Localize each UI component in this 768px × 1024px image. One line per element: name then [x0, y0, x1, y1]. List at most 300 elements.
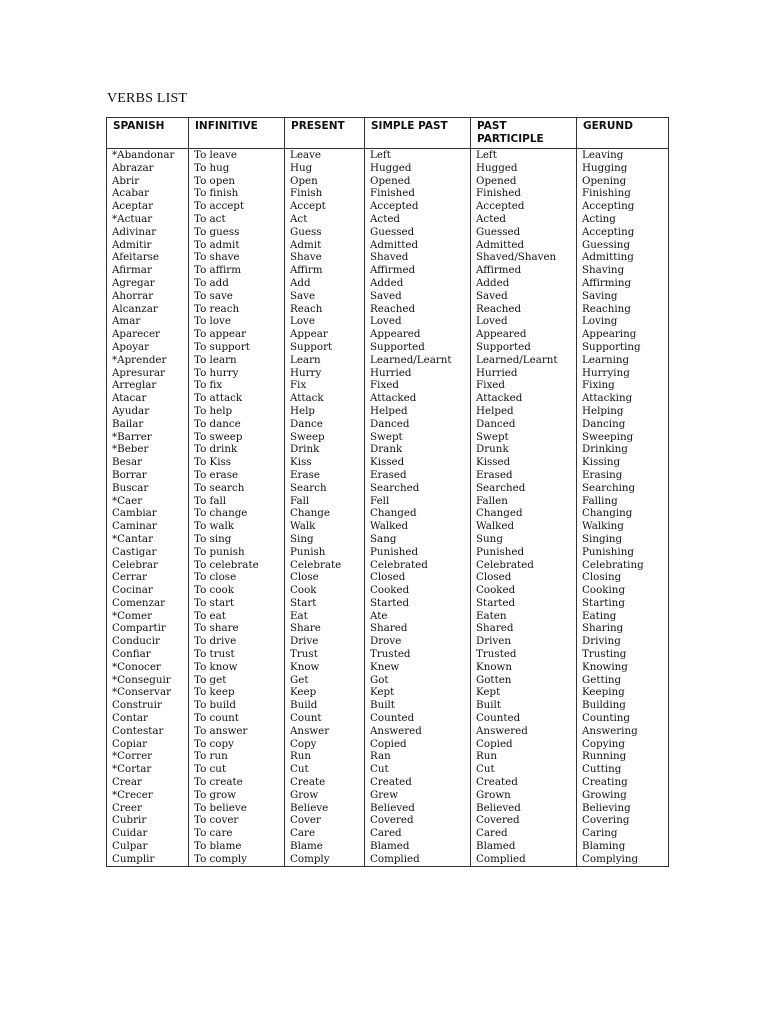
cell-infinitive: To change [189, 507, 285, 520]
cell-spanish: Acabar [107, 187, 189, 200]
cell-past-participle: Opened [471, 175, 577, 188]
cell-gerund: Running [577, 750, 669, 763]
cell-simple-past: Left [365, 149, 471, 162]
cell-present: Close [285, 571, 365, 584]
cell-past-participle: Added [471, 277, 577, 290]
cell-past-participle: Left [471, 149, 577, 162]
cell-past-participle: Erased [471, 469, 577, 482]
table-row [107, 264, 669, 277]
cell-infinitive: To close [189, 571, 285, 584]
table-row [107, 533, 669, 546]
cell-infinitive: To walk [189, 520, 285, 533]
cell-past-participle: Cut [471, 763, 577, 776]
cell-past-participle: Shaved/Shaven [471, 251, 577, 264]
cell-spanish: Abrir [107, 175, 189, 188]
cell-present: Celebrate [285, 559, 365, 572]
table-row [107, 546, 669, 559]
cell-infinitive: To grow [189, 789, 285, 802]
cell-present: Help [285, 405, 365, 418]
cell-infinitive: To believe [189, 802, 285, 815]
cell-past-participle: Counted [471, 712, 577, 725]
cell-infinitive: To get [189, 674, 285, 687]
cell-past-participle: Supported [471, 341, 577, 354]
cell-infinitive: To celebrate [189, 559, 285, 572]
cell-past-participle: Affirmed [471, 264, 577, 277]
cell-simple-past: Got [365, 674, 471, 687]
cell-simple-past: Ran [365, 750, 471, 763]
cell-spanish: Ahorrar [107, 290, 189, 303]
cell-simple-past: Cared [365, 827, 471, 840]
cell-gerund: Accepting [577, 200, 669, 213]
cell-gerund: Sharing [577, 622, 669, 635]
cell-simple-past: Knew [365, 661, 471, 674]
cell-gerund: Helping [577, 405, 669, 418]
cell-spanish: *Comer [107, 610, 189, 623]
cell-infinitive: To reach [189, 303, 285, 316]
cell-simple-past: Guessed [365, 226, 471, 239]
cell-gerund: Getting [577, 674, 669, 687]
cell-past-participle: Swept [471, 431, 577, 444]
cell-infinitive: To share [189, 622, 285, 635]
cell-past-participle: Helped [471, 405, 577, 418]
cell-simple-past: Grew [365, 789, 471, 802]
cell-simple-past: Danced [365, 418, 471, 431]
cell-infinitive: To blame [189, 840, 285, 853]
verbs-table [106, 117, 669, 867]
cell-simple-past: Complied [365, 853, 471, 866]
cell-simple-past: Learned/Learnt [365, 354, 471, 367]
table-row [107, 456, 669, 469]
cell-past-participle: Danced [471, 418, 577, 431]
cell-gerund: Affirming [577, 277, 669, 290]
cell-present: Accept [285, 200, 365, 213]
cell-gerund: Celebrating [577, 559, 669, 572]
cell-infinitive: To learn [189, 354, 285, 367]
cell-gerund: Copying [577, 738, 669, 751]
cell-present: Eat [285, 610, 365, 623]
cell-present: Save [285, 290, 365, 303]
cell-simple-past: Opened [365, 175, 471, 188]
cell-simple-past: Erased [365, 469, 471, 482]
cell-present: Fall [285, 495, 365, 508]
cell-infinitive: To open [189, 175, 285, 188]
table-row [107, 303, 669, 316]
cell-spanish: Adivinar [107, 226, 189, 239]
cell-spanish: Cumplir [107, 853, 189, 866]
cell-simple-past: Believed [365, 802, 471, 815]
table-row [107, 277, 669, 290]
cell-simple-past: Saved [365, 290, 471, 303]
cell-simple-past: Punished [365, 546, 471, 559]
cell-gerund: Appearing [577, 328, 669, 341]
table-row [107, 495, 669, 508]
table-row [107, 290, 669, 303]
cell-present: Attack [285, 392, 365, 405]
cell-past-participle: Guessed [471, 226, 577, 239]
cell-present: Build [285, 699, 365, 712]
column-header-gerund: GERUND [577, 118, 669, 149]
cell-present: Guess [285, 226, 365, 239]
cell-infinitive: To copy [189, 738, 285, 751]
cell-present: Know [285, 661, 365, 674]
cell-present: Grow [285, 789, 365, 802]
cell-simple-past: Swept [365, 431, 471, 444]
cell-gerund: Changing [577, 507, 669, 520]
cell-present: Comply [285, 853, 365, 866]
cell-simple-past: Started [365, 597, 471, 610]
cell-simple-past: Finished [365, 187, 471, 200]
cell-past-participle: Shared [471, 622, 577, 635]
cell-infinitive: To create [189, 776, 285, 789]
cell-simple-past: Affirmed [365, 264, 471, 277]
cell-gerund: Knowing [577, 661, 669, 674]
cell-past-participle: Blamed [471, 840, 577, 853]
cell-present: Cook [285, 584, 365, 597]
cell-gerund: Acting [577, 213, 669, 226]
cell-gerund: Closing [577, 571, 669, 584]
cell-past-participle: Loved [471, 315, 577, 328]
cell-infinitive: To shave [189, 251, 285, 264]
cell-present: Sweep [285, 431, 365, 444]
cell-gerund: Admitting [577, 251, 669, 264]
cell-present: Love [285, 315, 365, 328]
column-header-infinitive: INFINITIVE [189, 118, 285, 149]
cell-past-participle: Hurried [471, 367, 577, 380]
cell-gerund: Learning [577, 354, 669, 367]
table-row [107, 482, 669, 495]
cell-simple-past: Acted [365, 213, 471, 226]
cell-spanish: Celebrar [107, 559, 189, 572]
table-row [107, 712, 669, 725]
cell-infinitive: To trust [189, 648, 285, 661]
cell-gerund: Starting [577, 597, 669, 610]
cell-present: Run [285, 750, 365, 763]
cell-present: Create [285, 776, 365, 789]
cell-infinitive: To build [189, 699, 285, 712]
cell-infinitive: To count [189, 712, 285, 725]
cell-past-participle: Walked [471, 520, 577, 533]
cell-present: Believe [285, 802, 365, 815]
cell-gerund: Drinking [577, 443, 669, 456]
cell-past-participle: Hugged [471, 162, 577, 175]
cell-past-participle: Saved [471, 290, 577, 303]
table-row [107, 354, 669, 367]
cell-simple-past: Ate [365, 610, 471, 623]
cell-spanish: *Correr [107, 750, 189, 763]
cell-simple-past: Reached [365, 303, 471, 316]
table-row [107, 763, 669, 776]
table-row [107, 584, 669, 597]
cell-spanish: *Cantar [107, 533, 189, 546]
cell-present: Copy [285, 738, 365, 751]
cell-simple-past: Kept [365, 686, 471, 699]
cell-simple-past: Walked [365, 520, 471, 533]
cell-past-participle: Fixed [471, 379, 577, 392]
table-row [107, 814, 669, 827]
table-row [107, 674, 669, 687]
cell-infinitive: To punish [189, 546, 285, 559]
cell-gerund: Cooking [577, 584, 669, 597]
cell-gerund: Opening [577, 175, 669, 188]
cell-past-participle: Cared [471, 827, 577, 840]
cell-gerund: Accepting [577, 226, 669, 239]
cell-spanish: Compartir [107, 622, 189, 635]
cell-spanish: *Conocer [107, 661, 189, 674]
cell-infinitive: To act [189, 213, 285, 226]
cell-infinitive: To care [189, 827, 285, 840]
cell-present: Erase [285, 469, 365, 482]
cell-gerund: Hurrying [577, 367, 669, 380]
cell-infinitive: To help [189, 405, 285, 418]
cell-gerund: Supporting [577, 341, 669, 354]
cell-spanish: Arreglar [107, 379, 189, 392]
cell-past-participle: Searched [471, 482, 577, 495]
cell-past-participle: Covered [471, 814, 577, 827]
cell-infinitive: To accept [189, 200, 285, 213]
cell-simple-past: Hugged [365, 162, 471, 175]
cell-simple-past: Kissed [365, 456, 471, 469]
cell-spanish: Confiar [107, 648, 189, 661]
cell-infinitive: To search [189, 482, 285, 495]
cell-infinitive: To support [189, 341, 285, 354]
cell-spanish: Contar [107, 712, 189, 725]
cell-gerund: Keeping [577, 686, 669, 699]
cell-past-participle: Fallen [471, 495, 577, 508]
cell-simple-past: Added [365, 277, 471, 290]
table-row [107, 469, 669, 482]
cell-spanish: Alcanzar [107, 303, 189, 316]
table-row [107, 251, 669, 264]
cell-past-participle: Believed [471, 802, 577, 815]
table-row [107, 635, 669, 648]
cell-spanish: Borrar [107, 469, 189, 482]
cell-simple-past: Fixed [365, 379, 471, 392]
cell-infinitive: To answer [189, 725, 285, 738]
cell-spanish: Cuidar [107, 827, 189, 840]
cell-spanish: Castigar [107, 546, 189, 559]
cell-infinitive: To Kiss [189, 456, 285, 469]
cell-present: Dance [285, 418, 365, 431]
table-row [107, 226, 669, 239]
cell-past-participle: Reached [471, 303, 577, 316]
cell-past-participle: Changed [471, 507, 577, 520]
cell-simple-past: Drove [365, 635, 471, 648]
cell-spanish: Cubrir [107, 814, 189, 827]
cell-present: Keep [285, 686, 365, 699]
cell-gerund: Falling [577, 495, 669, 508]
cell-past-participle: Trusted [471, 648, 577, 661]
table-row [107, 597, 669, 610]
table-row [107, 187, 669, 200]
cell-spanish: Caminar [107, 520, 189, 533]
cell-spanish: *Actuar [107, 213, 189, 226]
cell-gerund: Driving [577, 635, 669, 648]
cell-past-participle: Eaten [471, 610, 577, 623]
cell-infinitive: To finish [189, 187, 285, 200]
cell-past-participle: Known [471, 661, 577, 674]
cell-gerund: Kissing [577, 456, 669, 469]
cell-past-participle: Created [471, 776, 577, 789]
cell-spanish: Apoyar [107, 341, 189, 354]
cell-present: Walk [285, 520, 365, 533]
cell-past-participle: Complied [471, 853, 577, 866]
cell-infinitive: To run [189, 750, 285, 763]
cell-simple-past: Counted [365, 712, 471, 725]
cell-present: Change [285, 507, 365, 520]
cell-present: Leave [285, 149, 365, 162]
cell-past-participle: Learned/Learnt [471, 354, 577, 367]
cell-past-participle: Punished [471, 546, 577, 559]
cell-spanish: *Conseguir [107, 674, 189, 687]
cell-infinitive: To cut [189, 763, 285, 776]
table-row [107, 853, 669, 866]
cell-spanish: Aceptar [107, 200, 189, 213]
cell-infinitive: To erase [189, 469, 285, 482]
cell-present: Sing [285, 533, 365, 546]
cell-present: Shave [285, 251, 365, 264]
cell-past-participle: Copied [471, 738, 577, 751]
table-row [107, 840, 669, 853]
cell-gerund: Shaving [577, 264, 669, 277]
table-row [107, 315, 669, 328]
cell-spanish: Admitir [107, 239, 189, 252]
cell-present: Reach [285, 303, 365, 316]
cell-past-participle: Started [471, 597, 577, 610]
cell-infinitive: To add [189, 277, 285, 290]
cell-spanish: Besar [107, 456, 189, 469]
cell-present: Trust [285, 648, 365, 661]
cell-simple-past: Shaved [365, 251, 471, 264]
cell-infinitive: To start [189, 597, 285, 610]
cell-simple-past: Loved [365, 315, 471, 328]
cell-infinitive: To cover [189, 814, 285, 827]
table-row [107, 610, 669, 623]
table-row [107, 239, 669, 252]
table-row [107, 661, 669, 674]
cell-present: Blame [285, 840, 365, 853]
cell-gerund: Dancing [577, 418, 669, 431]
cell-spanish: *Crecer [107, 789, 189, 802]
cell-past-participle: Answered [471, 725, 577, 738]
table-row [107, 776, 669, 789]
cell-past-participle: Grown [471, 789, 577, 802]
cell-gerund: Saving [577, 290, 669, 303]
table-row [107, 699, 669, 712]
column-header-simple-past: SIMPLE PAST [365, 118, 471, 149]
cell-past-participle: Sung [471, 533, 577, 546]
cell-simple-past: Accepted [365, 200, 471, 213]
cell-simple-past: Appeared [365, 328, 471, 341]
cell-spanish: Construir [107, 699, 189, 712]
table-row [107, 507, 669, 520]
cell-infinitive: To drive [189, 635, 285, 648]
cell-spanish: Cambiar [107, 507, 189, 520]
cell-present: Drive [285, 635, 365, 648]
header-row [107, 118, 669, 149]
cell-past-participle: Celebrated [471, 559, 577, 572]
cell-simple-past: Cut [365, 763, 471, 776]
table-row [107, 802, 669, 815]
cell-simple-past: Attacked [365, 392, 471, 405]
cell-past-participle: Cooked [471, 584, 577, 597]
cell-infinitive: To drink [189, 443, 285, 456]
cell-spanish: Agregar [107, 277, 189, 290]
cell-past-participle: Acted [471, 213, 577, 226]
cell-present: Search [285, 482, 365, 495]
table-row [107, 175, 669, 188]
cell-spanish: *Aprender [107, 354, 189, 367]
cell-infinitive: To know [189, 661, 285, 674]
cell-infinitive: To fix [189, 379, 285, 392]
cell-present: Get [285, 674, 365, 687]
cell-infinitive: To fall [189, 495, 285, 508]
cell-spanish: Amar [107, 315, 189, 328]
cell-gerund: Leaving [577, 149, 669, 162]
cell-past-participle: Attacked [471, 392, 577, 405]
cell-present: Share [285, 622, 365, 635]
cell-spanish: Aparecer [107, 328, 189, 341]
cell-present: Open [285, 175, 365, 188]
cell-past-participle: Run [471, 750, 577, 763]
page-title: VERBS LIST [107, 91, 188, 106]
cell-simple-past: Supported [365, 341, 471, 354]
table-row [107, 418, 669, 431]
table-row [107, 443, 669, 456]
cell-gerund: Counting [577, 712, 669, 725]
cell-infinitive: To dance [189, 418, 285, 431]
cell-past-participle: Kissed [471, 456, 577, 469]
table-row [107, 405, 669, 418]
cell-simple-past: Cooked [365, 584, 471, 597]
cell-present: Support [285, 341, 365, 354]
table-row [107, 431, 669, 444]
cell-spanish: Copiar [107, 738, 189, 751]
cell-spanish: Ayudar [107, 405, 189, 418]
cell-gerund: Erasing [577, 469, 669, 482]
cell-past-participle: Closed [471, 571, 577, 584]
cell-past-participle: Accepted [471, 200, 577, 213]
cell-present: Act [285, 213, 365, 226]
table-row [107, 367, 669, 380]
cell-spanish: Contestar [107, 725, 189, 738]
cell-present: Drink [285, 443, 365, 456]
cell-infinitive: To sweep [189, 431, 285, 444]
table-row [107, 392, 669, 405]
cell-spanish: Comenzar [107, 597, 189, 610]
cell-past-participle: Built [471, 699, 577, 712]
cell-gerund: Guessing [577, 239, 669, 252]
cell-infinitive: To appear [189, 328, 285, 341]
cell-gerund: Covering [577, 814, 669, 827]
cell-infinitive: To attack [189, 392, 285, 405]
table-row [107, 200, 669, 213]
table-row [107, 648, 669, 661]
table-row [107, 341, 669, 354]
cell-present: Hug [285, 162, 365, 175]
cell-simple-past: Created [365, 776, 471, 789]
cell-gerund: Hugging [577, 162, 669, 175]
cell-present: Appear [285, 328, 365, 341]
cell-spanish: *Conservar [107, 686, 189, 699]
cell-infinitive: To eat [189, 610, 285, 623]
cell-simple-past: Fell [365, 495, 471, 508]
cell-present: Fix [285, 379, 365, 392]
cell-infinitive: To hurry [189, 367, 285, 380]
cell-spanish: Buscar [107, 482, 189, 495]
cell-simple-past: Copied [365, 738, 471, 751]
cell-past-participle: Appeared [471, 328, 577, 341]
table-row [107, 571, 669, 584]
